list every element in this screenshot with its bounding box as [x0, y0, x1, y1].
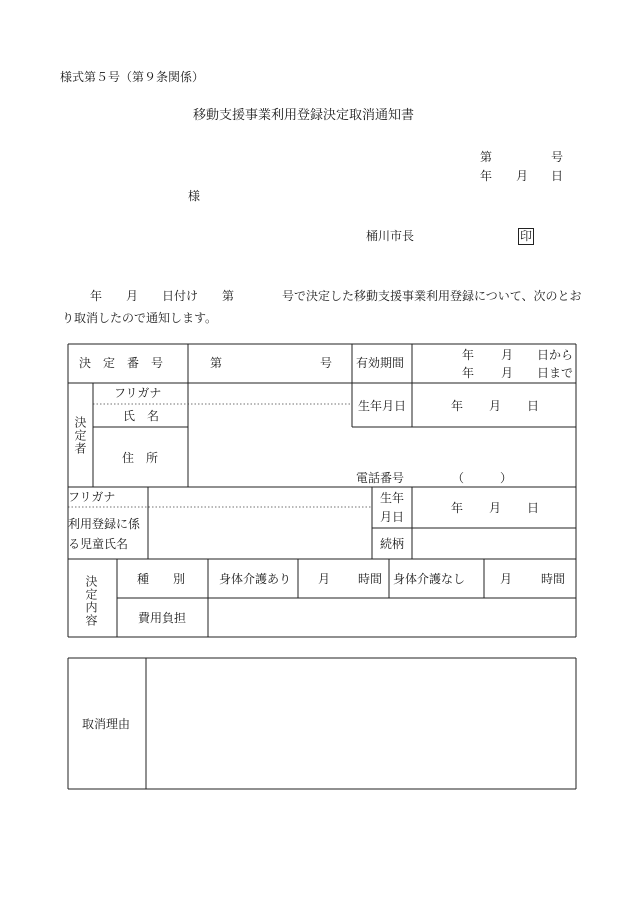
- validity-from-day: 日から: [537, 348, 574, 362]
- child-furigana-label: フリガナ: [68, 490, 116, 504]
- care-without-hours: 時間: [541, 572, 566, 586]
- care-with-label: 身体介護あり: [219, 572, 292, 586]
- child-birth-day: 日: [527, 501, 540, 515]
- child-birth-year: 年: [451, 501, 464, 515]
- seal-mark: 印: [518, 228, 534, 245]
- care-with-month: 月: [318, 572, 331, 586]
- validity-to-month: 月: [501, 366, 514, 380]
- cancellation-reason-label: 取消理由: [82, 717, 131, 731]
- birthdate-label: 生年月日: [358, 399, 407, 413]
- care-without-label: 身体介護なし: [393, 572, 466, 586]
- issuer-name: 桶川市長: [366, 229, 415, 243]
- cancellation-reason-field[interactable]: [147, 659, 575, 788]
- validity-from-month: 月: [501, 348, 514, 362]
- date-day: 日: [551, 169, 564, 183]
- child-name-label-line2: る児童氏名: [68, 537, 129, 551]
- date-year: 年: [480, 169, 493, 183]
- notice-line-1: 年 月 日付け 第 号で決定した移動支援事業利用登録について、次のとお: [90, 289, 582, 303]
- validity-from-year: 年: [462, 348, 475, 362]
- birth-year: 年: [451, 399, 464, 413]
- phone-parentheses: （ ）: [452, 471, 513, 485]
- doc-number-suffix: 号: [551, 150, 564, 164]
- child-name-label-line1: 利用登録に係: [68, 517, 141, 531]
- decided-person-label: 決定者: [73, 416, 87, 455]
- care-without-month: 月: [500, 572, 513, 586]
- doc-number-prefix: 第: [480, 150, 493, 164]
- child-birth-label-line1: 生年: [380, 491, 405, 505]
- validity-to-year: 年: [462, 366, 475, 380]
- document-title: 移動支援事業利用登録決定取消通知書: [193, 108, 415, 123]
- addressee-suffix: 様: [188, 189, 201, 203]
- care-with-hours: 時間: [358, 572, 383, 586]
- decision-content-label: 決定内容: [84, 575, 98, 627]
- address-label: 住 所: [122, 451, 159, 465]
- decision-number-prefix: 第: [210, 356, 223, 370]
- validity-label: 有効期間: [356, 356, 405, 370]
- child-birth-label-line2: 月日: [380, 510, 405, 524]
- date-month: 月: [516, 169, 529, 183]
- cost-burden-label: 費用負担: [138, 611, 187, 625]
- validity-to-day: 日まで: [537, 366, 574, 380]
- form-number: 様式第５号（第９条関係）: [60, 70, 205, 84]
- furigana-label: フリガナ: [114, 386, 162, 400]
- relation-label: 続柄: [380, 537, 405, 551]
- child-birth-month: 月: [489, 501, 502, 515]
- birth-day: 日: [527, 399, 540, 413]
- notice-line-2: り取消したので通知します。: [62, 311, 218, 325]
- decision-number-label: 決 定 番 号: [79, 356, 164, 370]
- name-label: 氏 名: [123, 409, 160, 423]
- notice-paragraph: [62, 285, 582, 329]
- decision-number-suffix: 号: [320, 356, 333, 370]
- birth-month: 月: [489, 399, 502, 413]
- type-label: 種 別: [137, 572, 186, 586]
- phone-label: 電話番号: [356, 471, 405, 485]
